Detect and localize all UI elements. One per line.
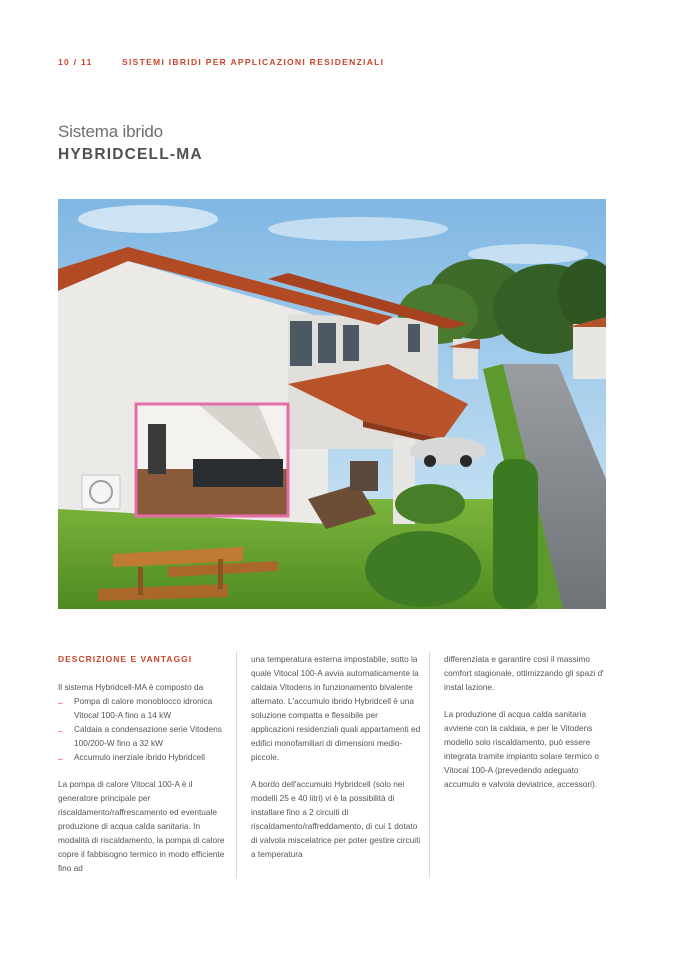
column-3 [444,652,614,804]
body-paragraph: La produzione di acqua calda sanitaria avviene con la caldaia, e per le Vitodens modello solo riscaldamento, può essere integrata tramite impianto solare termico o Vitocal 100-A (prevedendo adeguato accumulo e valvola deviatrice, accessori). [444,709,599,789]
components-list [58,694,228,764]
section-subtitle: DESCRIZIONE E VANTAGGI [58,654,193,664]
list-item: _ Accumulo inerziale ibrido Hybridcell [58,750,228,764]
house-rendering-image [58,199,606,609]
body-paragraph: La pompa di calore Vitocal 100-A è il generatore principale per riscaldamento/raffrescamento ed eventuale produzione di acqua calda sanitaria. In modalità di riscaldamento, la pompa di calore copre il fabbisogno termico in modo efficiente fino ad [58,779,225,873]
body-paragraph: una temperatura esterna impostabile, sotto la quale Vitocal 100-A avvia automaticamente la caldaia Vitodens in funzionamento bivalente alternato. L'accumulo ibrido Hybridcell è una soluzione compatta e flessibile per applicazioni residenziali quali appartamenti ed edifici monofamiliari di dimensioni medio-piccole. [251,654,421,762]
list-item: _ Caldaia a condensazione serie Vitodens 100/200-W fino a 32 kW [58,722,228,750]
page-title-product: HYBRIDCELL-MA [58,146,203,163]
body-paragraph: differenziata e garantire così il massimo comfort stagionale, ottimizzando gli spazi d' instal lazione. [444,654,604,692]
list-item: _ Pompa di calore monoblocco idronica Vitocal 100-A fino a 14 kW [58,694,228,722]
column-2 [251,652,421,874]
intro-text: Il sistema Hybridcell-MA è composto da [58,682,204,692]
page-title-line1: Sistema ibrido [58,122,163,141]
page-header [58,57,385,67]
section-title: SISTEMI IBRIDI PER APPLICAZIONI RESIDENZIALI [122,57,385,67]
page-number: 10 / 11 [58,57,93,67]
column-1 [58,652,228,888]
body-paragraph: A bordo dell'accumulo Hybridcell (solo nei modelli 25 e 40 litri) vi è la possibilità di installare fino a 2 circuiti di riscaldamento/raffreddamento, di cui 1 dotato di valvola miscelatrice per poter gestire circuiti a temperatura [251,779,421,859]
column-divider [236,652,237,878]
column-divider [429,652,430,878]
